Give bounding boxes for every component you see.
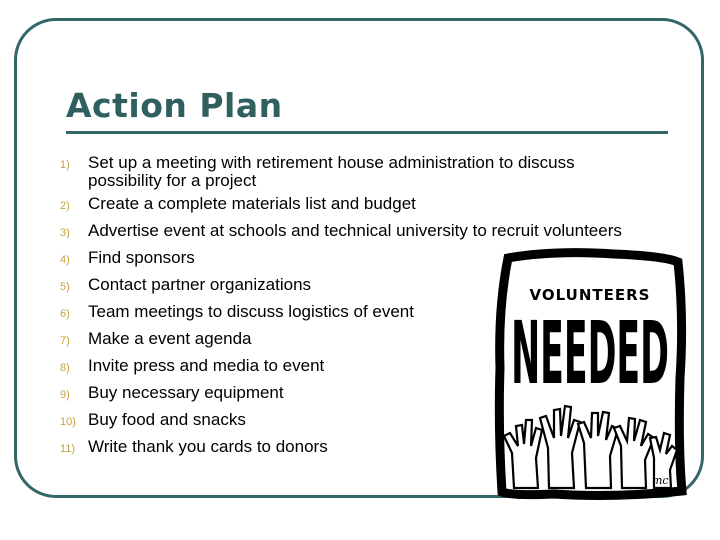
list-item-number: 4) (60, 254, 70, 266)
list-item-number: 10) (60, 416, 76, 428)
volunteers-text: VOLUNTEERS (529, 286, 651, 304)
list-item-number: 7) (60, 335, 70, 347)
list-item-text: Write thank you cards to donors (88, 437, 328, 456)
list-item-text: Buy food and snacks (88, 410, 246, 429)
list-item-text: Create a complete materials list and budget (88, 194, 416, 213)
list-item-text: Find sponsors (88, 248, 195, 267)
list-item-number: 6) (60, 308, 70, 320)
list-item-text: Team meetings to discuss logistics of event (88, 302, 414, 321)
list-item-number: 9) (60, 389, 70, 401)
list-item-number: 1) (60, 159, 70, 171)
slide-title: Action Plan (66, 86, 283, 125)
list-item (60, 195, 640, 216)
list-item-number: 3) (60, 227, 70, 239)
list-item (60, 154, 640, 189)
list-item-text: Set up a meeting with retirement house administration to discuss possibility for a project (88, 153, 575, 190)
list-item-text: Make a event agenda (88, 329, 252, 348)
list-item-text: Buy necessary equipment (88, 383, 284, 402)
list-item-number: 2) (60, 200, 70, 212)
list-item-text: Contact partner organizations (88, 275, 312, 294)
needed-text: NEEDED (511, 302, 669, 405)
list-item-number: 8) (60, 362, 70, 374)
list-item-text: Advertise event at schools and technical university to recruit volunteers (88, 221, 622, 240)
title-divider (66, 131, 668, 134)
list-item (60, 222, 640, 243)
list-item-number: 11) (60, 443, 76, 455)
list-item-number: 5) (60, 281, 70, 293)
list-item-text: Invite press and media to event (88, 356, 325, 375)
volunteers-needed-image (494, 248, 687, 501)
artist-signature: mc (652, 474, 669, 487)
